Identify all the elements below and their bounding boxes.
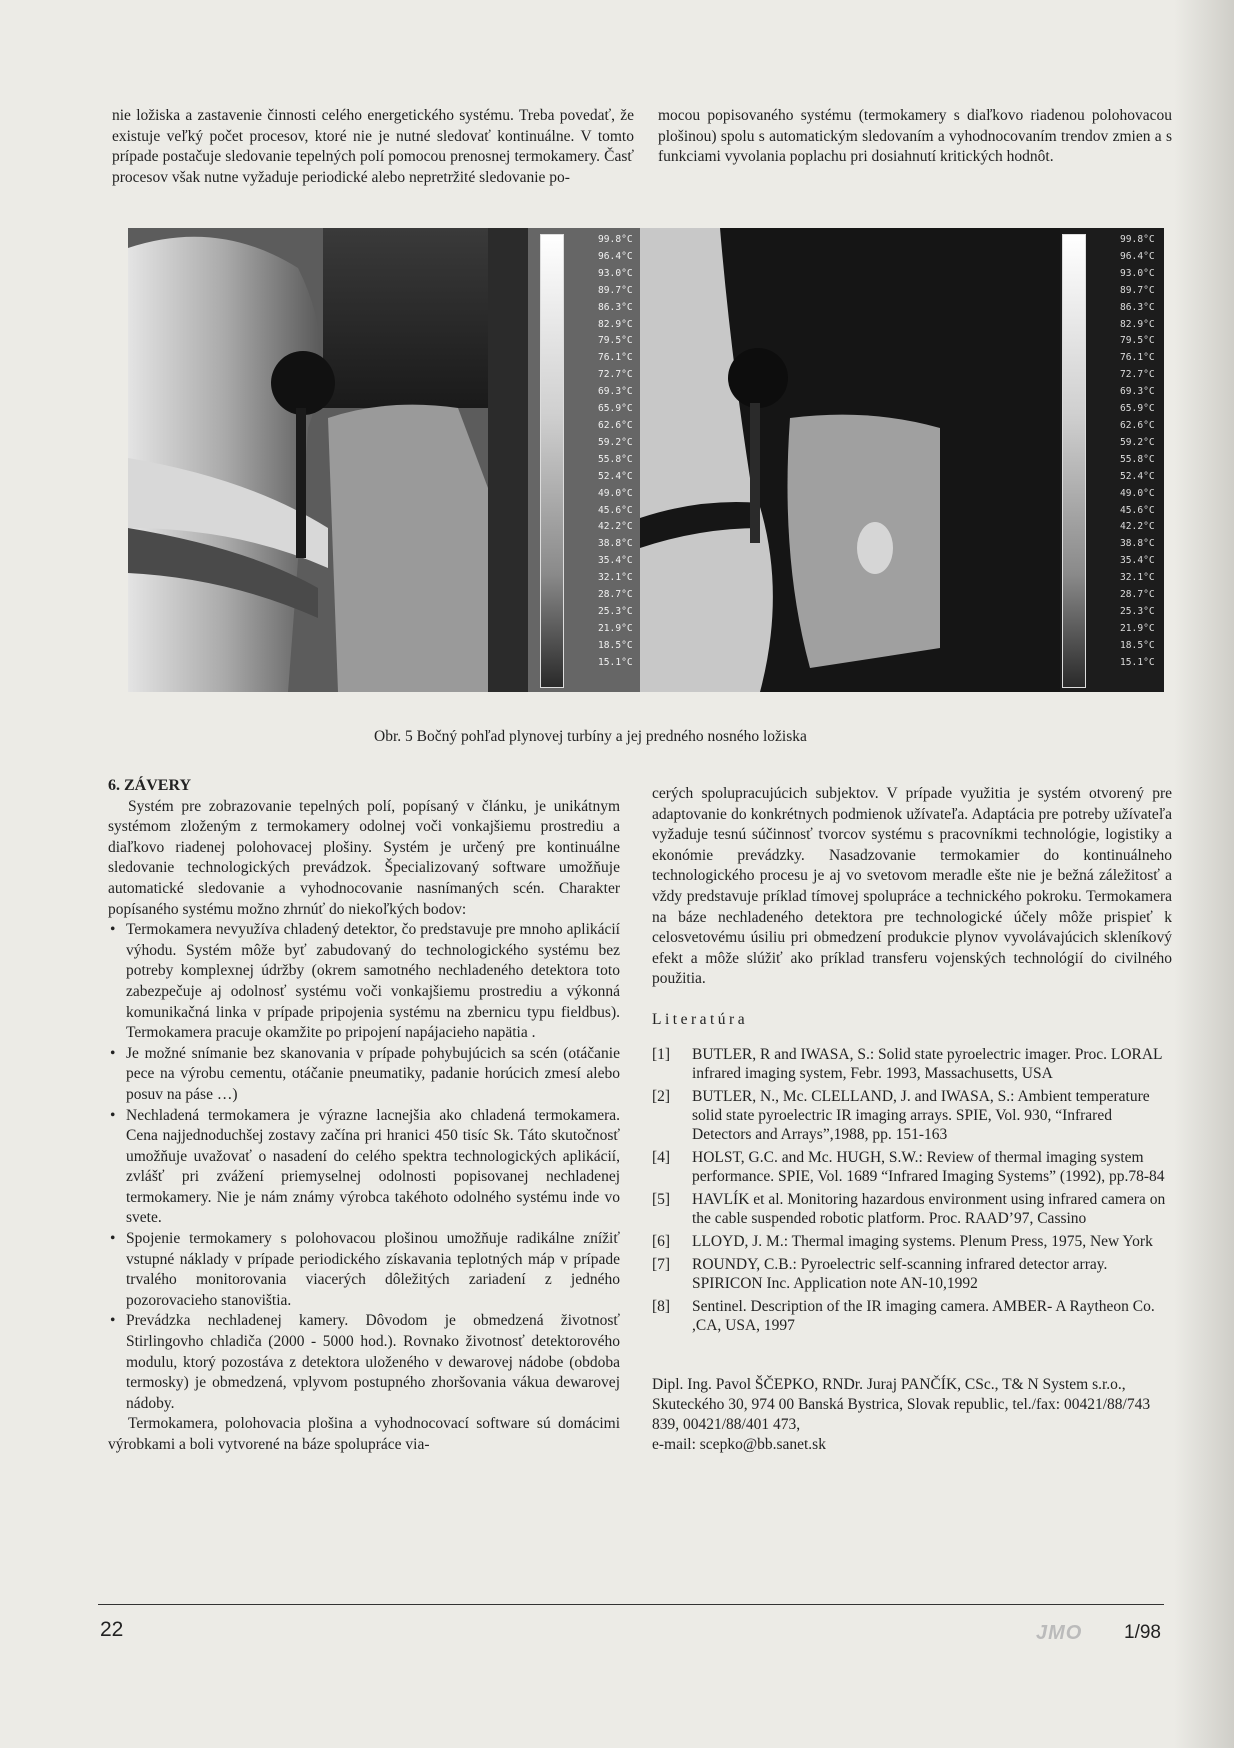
scale-label: 89.7°C [598, 284, 633, 296]
reference-number: [4] [652, 1148, 671, 1166]
temperature-scale [598, 232, 642, 672]
scale-label: 99.8°C [1120, 234, 1155, 245]
reference-text: LLOYD, J. M.: Thermal imaging systems. Plenum Press, 1975, New York [692, 1232, 1153, 1250]
scale-label: 89.7°C [1120, 284, 1155, 296]
scale-label: 49.0°C [1120, 487, 1155, 499]
reference-number: [2] [652, 1087, 671, 1105]
scale-label: 55.8°C [1120, 453, 1155, 465]
author-affiliation: Dipl. Ing. Pavol ŠČEPKO, RNDr. Juraj PANČÍK, CSc., T& N System s.r.o., Skuteckého 30, 974 00 Banská Bystrica, Slovak republic, tel./fax: 00421/88/743 839, 00421/88/401 473, [652, 1375, 1151, 1433]
scale-label: 18.5°C [1120, 639, 1155, 651]
author-email: e-mail: scepko@bb.sanet.sk [652, 1435, 826, 1453]
scale-label: 52.4°C [1120, 470, 1155, 482]
scale-label: 82.9°C [1120, 318, 1155, 330]
scale-label: 32.1°C [1120, 572, 1155, 584]
scale-label: 86.3°C [598, 301, 633, 313]
left-column [108, 776, 620, 1456]
paragraph: nie ložiska a zastavenie činnosti celého energetického systému. Treba povedať, že existuje veľký počet procesov, ktoré nie je nutné sledovať kontinuálne. V tomto prípade postačuje sledovanie tepelných polí pomocou prenosnej termokamery. Časť procesov však nutne vyžaduje periodické alebo nepretržité sledovanie po- [112, 107, 634, 186]
color-scale-bar [1062, 234, 1086, 688]
reference-text: ROUNDY, C.B.: Pyroelectric self-scanning infrared detector array. SPIRICON Inc. Application note AN-10,1992 [692, 1255, 1108, 1292]
scale-label: 93.0°C [598, 267, 633, 279]
scale-label: 79.5°C [1120, 335, 1155, 347]
reference-text: HAVLÍK et al. Monitoring hazardous environment using infrared camera on the cable suspended robotic platform. Proc. RAAD’97, Cassino [692, 1190, 1166, 1227]
page-edge-shadow [1174, 0, 1234, 1748]
figure-caption: Obr. 5 Bočný pohľad plynovej turbíny a jej predného nosného ložiska [374, 728, 807, 745]
scale-label: 59.2°C [598, 436, 633, 448]
reference-item [652, 1297, 1172, 1335]
scale-label: 55.8°C [598, 453, 633, 465]
scale-label: 21.9°C [1120, 622, 1155, 634]
scale-label: 62.6°C [1120, 419, 1155, 431]
thermal-image-left [128, 228, 644, 692]
scale-label: 15.1°C [598, 656, 633, 668]
paragraph: cerých spolupracujúcich subjektov. V prípade využitia je systém otvorený pre adaptovanie do konkrétnych podmienok užívateľa. Adaptácia pre potreby užívateľa vyžaduje tesnú súčinnosť tvorcov systému s pracovníkmi technológie, logistiky a ekonómie prevádzky. Nasadzovanie termokamier do kontinuálneho technologického procesu je aj vo svetovom meradle ešte nie je bežná záležitosť a vždy predstavuje príklad tímovej spolupráce a technického pokroku. Termokamera na báze nechladeného detektora pre technologické účely môže prispieť k celosvetovému úsiliu pri obmedzení produkcie plynov vyvolávajúcich skleníkový efekt a môže slúžiť ako príklad transferu vojenských technológií do civilného použitia. [652, 785, 1172, 988]
reference-item [652, 1232, 1172, 1251]
reference-list [652, 1045, 1172, 1335]
top-right-column [658, 106, 1172, 168]
literature-title: Literatúra [652, 1010, 749, 1028]
reference-number: [7] [652, 1255, 671, 1273]
scale-label: 76.1°C [598, 352, 633, 364]
reference-item [652, 1190, 1172, 1228]
section-heading: 6. ZÁVERY [108, 777, 191, 794]
reference-item [652, 1087, 1172, 1144]
paragraph: mocou popisovaného systému (termokamery s diaľkovo riadenou polohovacou plošinou) spolu s automatickým sledovaním a vyhodnocovaním trendov zmien a s funkciami vyvolania poplachu pri dosiahnutí kritických hodnôt. [658, 107, 1172, 166]
bullet-item: • Je možné snímanie bez skanovania v prípade pohybujúcich sa scén (otáčanie pece na výrobu cementu, otáčanie pneumatiky, padanie horúcich zmesí alebo posuv na páse …) [108, 1044, 620, 1106]
scale-label: 65.9°C [598, 403, 633, 415]
reference-number: [5] [652, 1190, 671, 1208]
scale-label: 52.4°C [598, 470, 633, 482]
scale-label: 62.6°C [598, 419, 633, 431]
reference-number: [8] [652, 1297, 671, 1315]
thermal-image-left-graphic [128, 228, 644, 692]
scale-label: 96.4°C [598, 250, 633, 262]
scale-label: 25.3°C [1120, 605, 1155, 617]
scale-label: 72.7°C [598, 369, 633, 381]
scale-label: 32.1°C [598, 572, 633, 584]
scale-label: 72.7°C [1120, 369, 1155, 381]
reference-number: [1] [652, 1045, 671, 1063]
scale-label: 59.2°C [1120, 436, 1155, 448]
scale-label: 45.6°C [598, 504, 633, 516]
scale-label: 25.3°C [598, 605, 633, 617]
scale-label: 35.4°C [1120, 555, 1155, 567]
scale-label: 38.8°C [598, 538, 633, 550]
reference-text: HOLST, G.C. and Mc. HUGH, S.W.: Review of thermal imaging system performance. SPIE, Vol. 1689 “Infrared Imaging Systems” (1992), pp.78-84 [692, 1148, 1165, 1185]
scale-label: 35.4°C [598, 555, 633, 567]
thermal-image-right [640, 228, 1164, 692]
temperature-scale [1120, 232, 1164, 672]
reference-item [652, 1045, 1172, 1083]
bullet-item: • Nechladená termokamera je výrazne lacnejšia ako chladená termokamera. Cena najjednoduchšej zostavy začína pri hranici 450 tisíc Sk. Táto skutočnosť umožňuje uvažovať o nasadení do celého spektra technologických aplikácií, zvlášť pri zvážení priemyselnej odolnosti popisovanej nechladenej termokamery. Nie je nám známy výrobca takéhoto odolného systému inde vo svete. [108, 1106, 620, 1230]
reference-text: BUTLER, R and IWASA, S.: Solid state pyroelectric imager. Proc. LORAL infrared imaging system, Febr. 1993, Massachusetts, USA [692, 1045, 1162, 1082]
scale-label: 99.8°C [598, 234, 633, 245]
scale-label: 45.6°C [1120, 504, 1155, 516]
scale-label: 18.5°C [598, 639, 633, 651]
reference-item [652, 1255, 1172, 1293]
reference-number: [6] [652, 1232, 671, 1250]
scale-label: 15.1°C [1120, 656, 1155, 668]
scale-label: 69.3°C [598, 386, 633, 398]
color-scale-bar [540, 234, 564, 688]
author-info [652, 1375, 1172, 1455]
scale-label: 69.3°C [1120, 386, 1155, 398]
top-left-column [112, 106, 634, 188]
scale-label: 28.7°C [598, 589, 633, 601]
scale-label: 93.0°C [1120, 267, 1155, 279]
footer-rule [98, 1604, 1164, 1605]
scale-label: 42.2°C [1120, 521, 1155, 533]
paragraph: Systém pre zobrazovanie tepelných polí, popísaný v článku, je unikátnym systémom zloženým z termokamery odolnej voči vonkajšiemu prostrediu a diaľkovo riadenej polohovacej plošiny. Systém je určený pre kontinuálne sledovanie technologických prevádzok. Špecializovaný software umožňuje automatické sledovanie a vyhodnocovanie nasnímaných scén. Charakter popísaného systému možno zhrnúť do niekoľkých bodov: [108, 797, 620, 918]
scale-label: 49.0°C [598, 487, 633, 499]
scale-label: 76.1°C [1120, 352, 1155, 364]
bullet-item: • Prevádzka nechladenej kamery. Dôvodom je obmedzená životnosť Stirlingovho chladiča (2000 - 5000 hod.). Rovnako životnosť detektorového modulu, ktorý pozostáva z detektora uloženého v dewarovej nádobe (obdoba termosky) je obmedzená, vplyvom postupného zhoršovania vákua dewarovej nádoby. [108, 1311, 620, 1414]
scale-label: 42.2°C [598, 521, 633, 533]
scale-label: 38.8°C [1120, 538, 1155, 550]
scale-label: 65.9°C [1120, 403, 1155, 415]
bullet-item: • Spojenie termokamery s polohovacou plošinou umožňuje radikálne znížiť vstupné náklady v prípade periodického získavania teplotných máp v prípade trvalého monitorovania viacerých dôležitých zariadení z jedného pozorovacieho stanovištia. [108, 1229, 620, 1311]
journal-logo: JMO [1036, 1622, 1083, 1644]
right-column [652, 784, 1172, 1455]
scale-label: 79.5°C [598, 335, 633, 347]
paragraph: Termokamera, polohovacia plošina a vyhodnocovací software sú domácimi výrobkami a boli vytvorené na báze spolupráce via- [108, 1415, 620, 1453]
scale-label: 96.4°C [1120, 250, 1155, 262]
bullet-list [108, 920, 620, 1414]
reference-text: Sentinel. Description of the IR imaging camera. AMBER- A Raytheon Co. ,CA, USA, 1997 [692, 1297, 1155, 1334]
scale-label: 21.9°C [598, 622, 633, 634]
scale-label: 82.9°C [598, 318, 633, 330]
scale-label: 28.7°C [1120, 589, 1155, 601]
issue-number: 1/98 [1124, 1622, 1161, 1643]
reference-item [652, 1148, 1172, 1186]
bullet-item: • Termokamera nevyužíva chladený detektor, čo predstavuje pre mnoho aplikácií výhodu. Systém môže byť zabudovaný do technologického systému bez potreby komplexnej údržby (okrem samotného nechladeného detektora toto zabezpečuje aj odolnosť systému voči vonkajšiemu prostrediu a výkonná komunikačná linka v prípade pripojenia systému na zbernicu typu fieldbus). Termokamera pracuje okamžite po pripojení napájacieho napätia . [108, 920, 620, 1044]
reference-text: BUTLER, N., Mc. CLELLAND, J. and IWASA, S.: Ambient temperature solid state pyroelectric IR imaging arrays. SPIE, Vol. 930, “Infrared Detectors and Arrays”,1988, pp. 151-163 [692, 1087, 1150, 1143]
page-number: 22 [100, 1618, 124, 1641]
scale-label: 86.3°C [1120, 301, 1155, 313]
